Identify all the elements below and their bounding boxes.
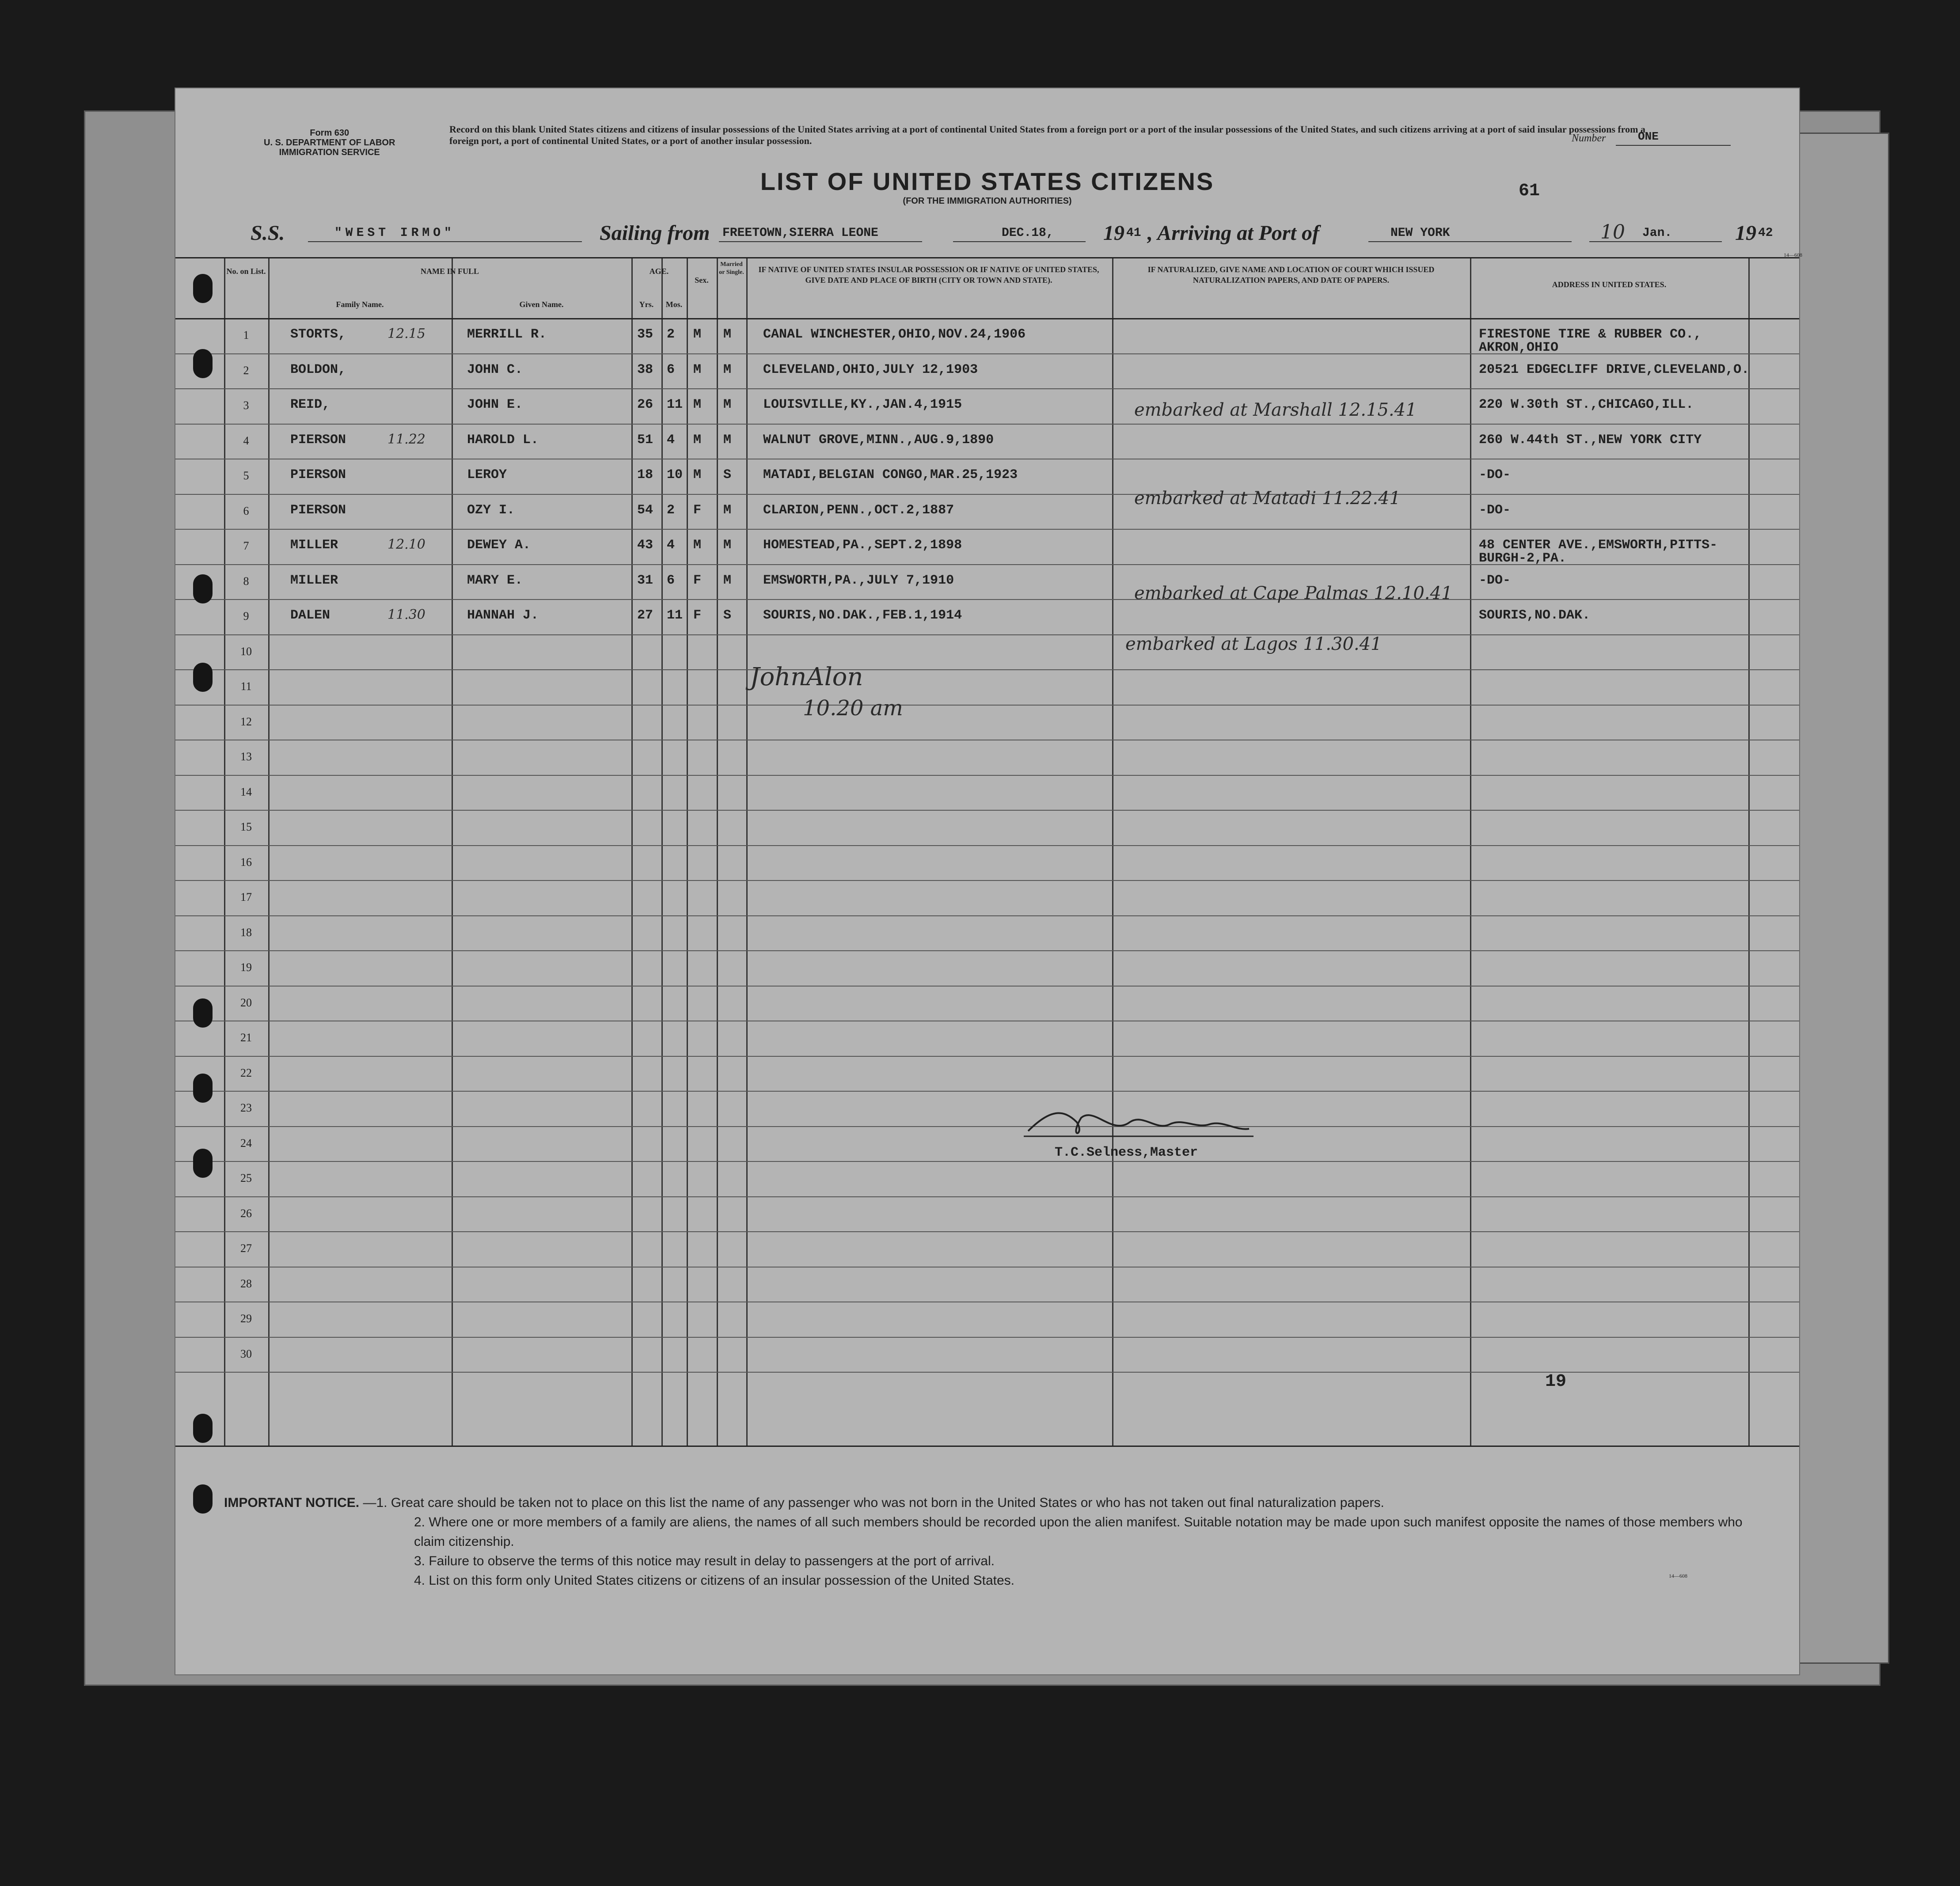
given-name-cell: HAROLD L. (467, 432, 539, 448)
family-name-cell: STORTS, (290, 327, 346, 342)
row-number: 19 (240, 961, 252, 974)
sailing-date: DEC.18, (1002, 226, 1054, 240)
row-number: 1 (243, 329, 249, 342)
age-years-cell: 35 (637, 327, 653, 342)
row-number: 25 (240, 1172, 252, 1184)
row-rule (175, 1337, 1799, 1338)
col-naturalized: IF NATURALIZED, GIVE NAME AND LOCATION OF COURT WHICH ISSUED NATURALIZATION PAPERS, AND DATE OF PAPERS. (1147, 265, 1435, 285)
col-given-name: Given Name. (519, 300, 564, 309)
printer-mark: 14—608 (1784, 252, 1802, 258)
age-years-cell: 26 (637, 397, 653, 412)
grid-line (268, 257, 270, 1446)
marital-status-cell: M (723, 327, 732, 342)
row-rule (175, 494, 1799, 495)
page-title: LIST OF UNITED STATES CITIZENS (760, 167, 1215, 195)
arrival-port: NEW YORK (1390, 226, 1450, 240)
grid-line (746, 257, 748, 1446)
family-name-cell: BOLDON, (290, 362, 346, 377)
grid-line (1112, 257, 1113, 1446)
notice-item-1: —1. Great care should be taken not to place on this list the name of any passenger who was not born in the United States or who has not taken out final naturalization papers. (363, 1495, 1384, 1510)
row-rule (175, 634, 1799, 635)
col-name-in-full: NAME IN FULL (420, 267, 479, 276)
notice-code: 14—608 (1669, 1573, 1687, 1579)
col-yrs: Yrs. (639, 300, 654, 309)
row-rule (175, 950, 1799, 951)
ship-underline (308, 241, 582, 242)
embark-date-mark: 12.10 (387, 537, 425, 552)
sheet-count: 19 (1545, 1372, 1567, 1392)
page-subtitle: (FOR THE IMMIGRATION AUTHORITIES) (903, 196, 1072, 206)
grid-line (1748, 257, 1750, 1446)
arrival-date-underline (1589, 241, 1722, 242)
sex-cell: M (693, 397, 702, 412)
number-underline (1616, 145, 1731, 146)
address-line2-cell: BURGH-2,PA. (1479, 551, 1567, 566)
notice-item-3: 3. Failure to observe the terms of this notice may result in delay to passengers at the port of arrival. (414, 1554, 995, 1568)
given-name-cell: DEWEY A. (467, 538, 531, 553)
given-name-cell: MARY E. (467, 573, 523, 588)
row-rule (175, 986, 1799, 987)
family-name-cell: PIERSON (290, 432, 346, 448)
row-number: 23 (240, 1101, 252, 1114)
marital-status-cell: M (723, 538, 732, 553)
sailing-date-underline (953, 241, 1086, 242)
embark-date-mark: 11.30 (387, 607, 425, 622)
sailing-year: 41 (1126, 226, 1141, 240)
row-number: 27 (240, 1242, 252, 1255)
address-cell: 220 W.30th ST.,CHICAGO,ILL. (1479, 397, 1694, 412)
row-number: 11 (240, 680, 252, 693)
row-number: 30 (240, 1347, 252, 1360)
row-number: 16 (240, 855, 252, 869)
col-address: ADDRESS IN UNITED STATES. (1552, 280, 1667, 289)
row-number: 17 (240, 891, 252, 903)
punch-hole (193, 1484, 213, 1514)
arrival-port-underline (1368, 241, 1572, 242)
marital-status-cell: M (723, 362, 732, 377)
col-native-birth: IF NATIVE OF UNITED STATES INSULAR POSSESSION OR IF NATIVE OF UNITED STATES, GIVE DATE AND PLACE OF BIRTH (CITY OR TOWN AND STATE). (758, 265, 1099, 285)
row-rule (175, 1196, 1799, 1197)
age-months-cell: 4 (667, 538, 675, 553)
row-rule (175, 1231, 1799, 1232)
marital-status-cell: S (723, 608, 732, 623)
birth-place-date-cell: MATADI,BELGIAN CONGO,MAR.25,1923 (763, 467, 1018, 482)
age-months-cell: 2 (667, 502, 675, 518)
service-name: IMMIGRATION SERVICE (279, 148, 380, 157)
given-name-cell: HANNAH J. (467, 608, 539, 623)
col-no: No. on List. (226, 267, 266, 276)
arrival-day: 10 (1600, 221, 1625, 243)
age-months-cell: 10 (667, 467, 683, 482)
sex-cell: F (693, 502, 702, 518)
row-number: 2 (243, 364, 249, 377)
row-number: 18 (240, 926, 252, 939)
row-rule (175, 915, 1799, 916)
row-number: 24 (240, 1136, 252, 1150)
col-sex: Sex. (695, 276, 709, 285)
address-cell: SOURIS,NO.DAK. (1479, 608, 1591, 623)
embarked-matadi-note: embarked at Matadi 11.22.41 (1134, 488, 1401, 508)
ss-label: S.S. (251, 221, 285, 245)
row-rule (175, 845, 1799, 846)
birth-place-date-cell: LOUISVILLE,KY.,JAN.4,1915 (763, 397, 962, 412)
inspector-initials: JohnAlon (750, 663, 863, 691)
birth-place-date-cell: WALNUT GROVE,MINN.,AUG.9,1890 (763, 432, 994, 448)
row-rule (175, 599, 1799, 600)
arrival-year: 42 (1758, 226, 1773, 240)
number-label: Number (1572, 133, 1606, 144)
row-number: 7 (243, 539, 249, 552)
arrival-year-prefix: 19 (1735, 221, 1756, 245)
notice-item-2: 2. Where one or more members of a family are aliens, the names of all such members should be recorded upon the alien manifest. Suitable notation may be made upon such manifest opposite the names of those members who claim citizenship. (414, 1515, 1743, 1549)
row-number: 14 (240, 785, 252, 798)
embarked-lagos-note: embarked at Lagos 11.30.41 (1125, 634, 1382, 654)
grid-line (1470, 257, 1471, 1446)
row-number: 5 (243, 469, 249, 482)
sailing-port-underline (719, 241, 922, 242)
address-cell: FIRESTONE TIRE & RUBBER CO., (1479, 327, 1702, 342)
given-name-cell: JOHN E. (467, 397, 523, 412)
punch-hole (193, 274, 213, 303)
important-notice (224, 1493, 1748, 1590)
punch-hole (193, 574, 213, 603)
col-married: Married or Single. (719, 261, 744, 276)
table-top-rule (175, 257, 1799, 258)
marital-status-cell: M (723, 502, 732, 518)
row-number: 9 (243, 610, 249, 622)
embark-date-mark: 12.15 (387, 326, 425, 342)
family-name-cell: MILLER (290, 573, 338, 588)
sailing-label: Sailing from (600, 221, 710, 245)
row-number: 12 (240, 715, 252, 728)
row-number: 6 (243, 504, 249, 517)
master-signature-scribble (1024, 1104, 1253, 1144)
punch-hole (193, 998, 213, 1028)
age-months-cell: 11 (667, 397, 683, 412)
address-cell: -DO- (1479, 467, 1511, 482)
row-number: 4 (243, 434, 249, 447)
row-number: 28 (240, 1277, 252, 1290)
sex-cell: M (693, 362, 702, 377)
age-years-cell: 43 (637, 538, 653, 553)
age-months-cell: 4 (667, 432, 675, 448)
row-number: 29 (240, 1312, 252, 1325)
age-months-cell: 6 (667, 362, 675, 377)
sex-cell: F (693, 573, 702, 588)
sex-cell: M (693, 467, 702, 482)
age-years-cell: 51 (637, 432, 653, 448)
manifest-page (175, 87, 1800, 1675)
age-years-cell: 31 (637, 573, 653, 588)
given-name-cell: MERRILL R. (467, 327, 547, 342)
arrival-month: Jan. (1642, 226, 1672, 240)
sex-cell: F (693, 608, 702, 623)
department-name: U. S. DEPARTMENT OF LABOR (264, 138, 395, 148)
inspector-time: 10.20 am (803, 696, 903, 721)
address-cell: 20521 EDGECLIFF DRIVE,CLEVELAND,O. (1479, 362, 1750, 377)
address-cell: 260 W.44th ST.,NEW YORK CITY (1479, 432, 1702, 448)
given-name-cell: JOHN C. (467, 362, 523, 377)
age-months-cell: 11 (667, 608, 683, 623)
notice-heading: IMPORTANT NOTICE. (224, 1495, 360, 1510)
col-family-name: Family Name. (336, 300, 384, 309)
marital-status-cell: M (723, 397, 732, 412)
punch-hole (193, 1414, 213, 1443)
given-name-cell: OZY I. (467, 502, 515, 518)
row-rule (175, 424, 1799, 425)
age-years-cell: 54 (637, 502, 653, 518)
col-age: AGE. (649, 267, 669, 276)
row-rule (175, 388, 1799, 389)
row-rule (175, 705, 1799, 706)
row-rule (175, 880, 1799, 881)
address-cell: -DO- (1479, 502, 1511, 518)
birth-place-date-cell: HOMESTEAD,PA.,SEPT.2,1898 (763, 538, 962, 553)
embark-date-mark: 11.22 (387, 431, 425, 447)
birth-place-date-cell: CANAL WINCHESTER,OHIO,NOV.24,1906 (763, 327, 1026, 342)
marital-status-cell: M (723, 573, 732, 588)
address-cell: -DO- (1479, 573, 1511, 588)
ship-name: "WEST IRMO" (334, 226, 455, 240)
row-number: 3 (243, 399, 249, 412)
row-rule (175, 529, 1799, 530)
age-years-cell: 27 (637, 608, 653, 623)
family-name-cell: PIERSON (290, 502, 346, 518)
address-cell: 48 CENTER AVE.,EMSWORTH,PITTS- (1479, 538, 1718, 553)
sailing-port: FREETOWN,SIERRA LEONE (722, 226, 878, 240)
notice-item-4: 4. List on this form only United States citizens or citizens of an insular possession of the United States. (414, 1573, 1015, 1588)
table-bottom-rule (175, 1446, 1799, 1447)
punch-hole (193, 349, 213, 378)
arriving-label: , Arriving at Port of (1147, 221, 1319, 245)
family-name-cell: MILLER (290, 538, 338, 553)
birth-place-date-cell: CLEVELAND,OHIO,JULY 12,1903 (763, 362, 978, 377)
row-number: 15 (240, 820, 252, 833)
marital-status-cell: M (723, 432, 732, 448)
row-number: 22 (240, 1066, 252, 1079)
row-number: 8 (243, 574, 249, 588)
grid-line (631, 257, 633, 1446)
row-rule (175, 1161, 1799, 1162)
master-name: T.C.Selness,Master (1055, 1145, 1198, 1160)
age-years-cell: 38 (637, 362, 653, 377)
year-prefix: 19 (1103, 221, 1124, 245)
address-line2-cell: AKRON,OHIO (1479, 340, 1559, 355)
family-name-cell: DALEN (290, 608, 330, 623)
col-mos: Mos. (665, 300, 683, 309)
row-rule (175, 810, 1799, 811)
given-name-cell: LEROY (467, 467, 507, 482)
grid-line (452, 257, 453, 1446)
row-number: 26 (240, 1207, 252, 1220)
punch-hole (193, 1074, 213, 1103)
marital-status-cell: S (723, 467, 732, 482)
row-number: 10 (240, 645, 252, 658)
age-years-cell: 18 (637, 467, 653, 482)
row-number: 13 (240, 750, 252, 763)
birth-place-date-cell: SOURIS,NO.DAK.,FEB.1,1914 (763, 608, 962, 623)
row-number: 21 (240, 1031, 252, 1044)
sex-cell: M (693, 538, 702, 553)
punch-hole (193, 663, 213, 692)
age-months-cell: 6 (667, 573, 675, 588)
sex-cell: M (693, 327, 702, 342)
table-header-rule (175, 318, 1799, 319)
row-rule (175, 1126, 1799, 1127)
form-identification (264, 128, 395, 157)
grid-line (717, 257, 718, 1446)
record-instructions: Record on this blank United States citizens and citizens of insular possessions of the United States arriving at a port of continental United States from a foreign port or a port of the insular possessions of the United States, and such citizens arriving at a port of said insular possessions from a foreign port, a port of continental United States, or a port of another insular possession. (449, 124, 1645, 146)
family-name-cell: REID, (290, 397, 330, 412)
row-rule (175, 1056, 1799, 1057)
embarked-marshall-note: embarked at Marshall 12.15.41 (1134, 400, 1417, 420)
embarked-cape-palmas-note: embarked at Cape Palmas 12.10.41 (1134, 583, 1453, 603)
birth-place-date-cell: CLARION,PENN.,OCT.2,1887 (763, 502, 954, 518)
punch-hole (193, 1149, 213, 1178)
grid-line (661, 257, 663, 1446)
age-months-cell: 2 (667, 327, 675, 342)
citizen-table (175, 257, 1799, 1446)
grid-line (687, 257, 688, 1446)
number-value: ONE (1638, 130, 1659, 143)
page-number: 61 (1519, 181, 1540, 201)
row-rule (175, 775, 1799, 776)
form-number: Form 630 (310, 128, 349, 138)
birth-place-date-cell: EMSWORTH,PA.,JULY 7,1910 (763, 573, 954, 588)
sex-cell: M (693, 432, 702, 448)
row-rule (175, 1091, 1799, 1092)
family-name-cell: PIERSON (290, 467, 346, 482)
row-number: 20 (240, 996, 252, 1009)
row-rule (175, 669, 1799, 670)
